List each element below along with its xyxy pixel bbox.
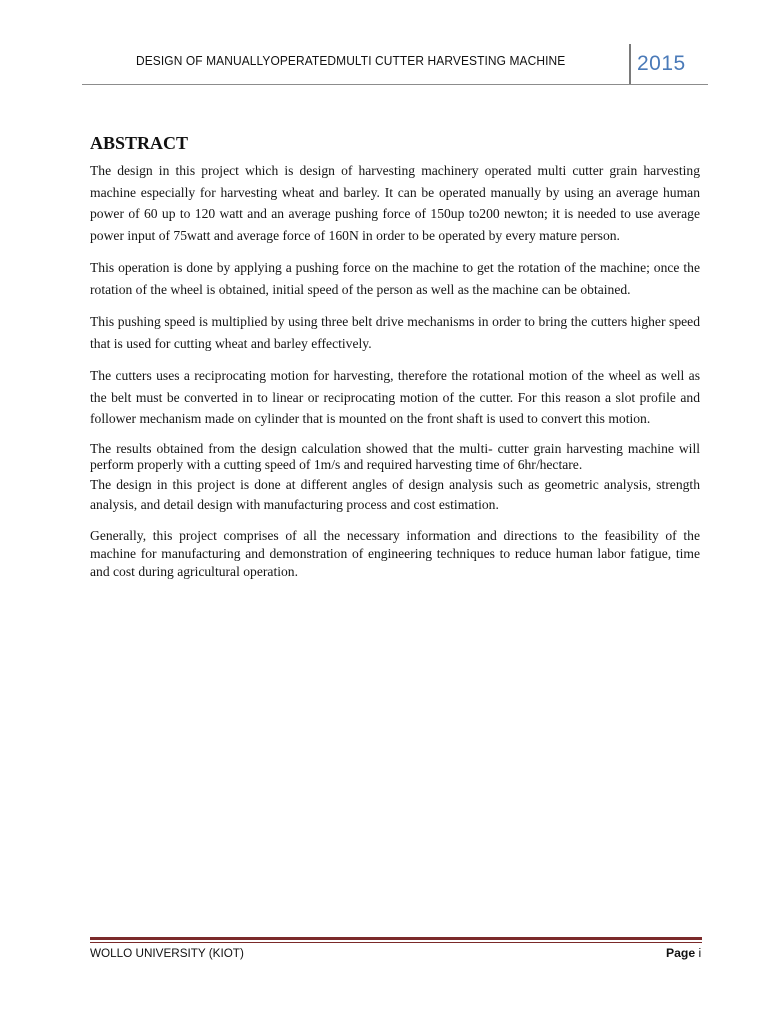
header-divider xyxy=(629,44,631,84)
page-header xyxy=(0,0,768,90)
page-body xyxy=(90,133,700,592)
footer-rule xyxy=(90,937,702,940)
page-number: i xyxy=(698,946,702,960)
abstract-paragraph: The design in this project which is design of harvesting machinery operated multi cutter grain harvesting machine especially for harvesting wheat and barley. It can be operated manually by using an average human power of 60 up to 120 watt and an average pushing force of 150up to200 newton; it is needed to use average power input of 75watt and average force of 160N in order to be operated by every mature person. xyxy=(90,163,700,243)
footer-institution: WOLLO UNIVERSITY (KIOT) xyxy=(90,946,244,960)
abstract-paragraph: Generally, this project comprises of all the necessary information and directions to the feasibility of the machine for manufacturing and demonstration of engineering techniques to reduce human labor fatigue, time and cost during agricultural operation. xyxy=(90,527,700,579)
footer-page-number xyxy=(666,946,701,960)
footer-rule-thin xyxy=(90,942,702,943)
abstract-paragraph: This operation is done by applying a pushing force on the machine to get the rotation of the machine; once the rotation of the wheel is obtained, initial speed of the person as well as the machine can be obtained. xyxy=(90,260,700,297)
page-label: Page xyxy=(666,946,696,960)
abstract-paragraph: The design in this project is done at different angles of design analysis such as geometric analysis, strength analysis, and detail design with manufacturing process and cost estimation. xyxy=(90,476,700,512)
header-rule xyxy=(82,84,708,85)
abstract-paragraph: This pushing speed is multiplied by using three belt drive mechanisms in order to bring the cutters higher speed that is used for cutting wheat and barley effectively. xyxy=(90,314,700,351)
section-heading: ABSTRACT xyxy=(90,133,189,153)
abstract-paragraph: The cutters uses a reciprocating motion for harvesting, therefore the rotational motion of the wheel as well as the belt must be converted in to linear or reciprocating motion of the cutter. For this reason a slot profile and follower mechanism made on cylinder that is mounted on the front shaft is used to convert this motion. xyxy=(90,368,700,426)
page-footer xyxy=(0,930,768,970)
document-year: 2015 xyxy=(637,52,686,75)
abstract-paragraph: The results obtained from the design calculation showed that the multi- cutter grain harvesting machine will perform properly with a cutting speed of 1m/s and required harvesting time of 6hr/hectare. xyxy=(90,440,700,472)
document-title: DESIGN OF MANUALLYOPERATEDMULTI CUTTER HARVESTING MACHINE xyxy=(136,54,566,68)
